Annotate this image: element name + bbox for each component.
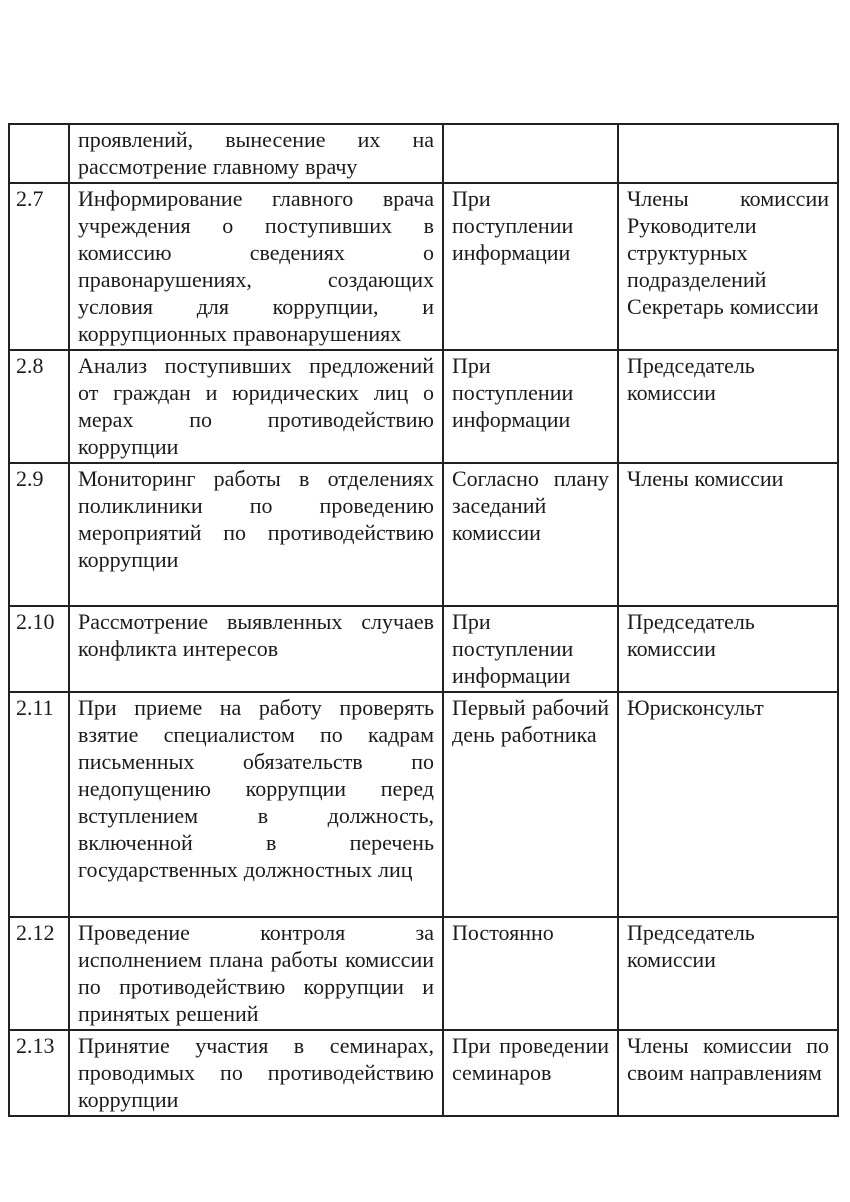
cell-responsible: Председатель комиссии bbox=[618, 917, 838, 1030]
cell-responsible: Члены комиссии по своим направлениям bbox=[618, 1030, 838, 1116]
cell-timing: Первый рабочий день работника bbox=[443, 692, 618, 917]
cell-activity: При приеме на работу проверять взятие специалистом по кадрам письменных обязательств по недопущению коррупции перед вступлением в должность, включенной в перечень государственных должностных лиц bbox=[69, 692, 443, 917]
cell-number bbox=[9, 124, 69, 183]
cell-activity: Принятие участия в семинарах, проводимых по противодействию коррупции bbox=[69, 1030, 443, 1116]
cell-number: 2.11 bbox=[9, 692, 69, 917]
anti-corruption-plan-table bbox=[8, 123, 839, 1117]
cell-number: 2.13 bbox=[9, 1030, 69, 1116]
table-row bbox=[9, 183, 838, 350]
cell-number: 2.12 bbox=[9, 917, 69, 1030]
cell-number: 2.10 bbox=[9, 606, 69, 692]
cell-responsible: Председатель комиссии bbox=[618, 350, 838, 463]
table-row bbox=[9, 692, 838, 917]
cell-responsible: Члены комиссии bbox=[618, 463, 838, 606]
cell-activity: Рассмотрение выявленных случаев конфликта интересов bbox=[69, 606, 443, 692]
cell-responsible bbox=[618, 124, 838, 183]
table-row bbox=[9, 350, 838, 463]
cell-timing: При поступлении информации bbox=[443, 183, 618, 350]
cell-number: 2.9 bbox=[9, 463, 69, 606]
cell-responsible: Члены комиссии Руководители структурных подразделений Секретарь комиссии bbox=[618, 183, 838, 350]
cell-responsible: Председатель комиссии bbox=[618, 606, 838, 692]
cell-activity: Проведение контроля за исполнением плана работы комиссии по противодействию коррупции и принятых решений bbox=[69, 917, 443, 1030]
table-row bbox=[9, 1030, 838, 1116]
table-row bbox=[9, 124, 838, 183]
table-row bbox=[9, 463, 838, 606]
cell-activity: проявлений, вынесение их на рассмотрение главному врачу bbox=[69, 124, 443, 183]
cell-activity: Анализ поступивших предложений от граждан и юридических лиц о мерах по противодействию коррупции bbox=[69, 350, 443, 463]
table-row bbox=[9, 917, 838, 1030]
cell-timing: При поступлении информации bbox=[443, 606, 618, 692]
cell-number: 2.8 bbox=[9, 350, 69, 463]
cell-timing: При поступлении информации bbox=[443, 350, 618, 463]
table-row bbox=[9, 606, 838, 692]
cell-timing: Согласно плану заседаний комиссии bbox=[443, 463, 618, 606]
cell-timing bbox=[443, 124, 618, 183]
cell-activity: Информирование главного врача учреждения о поступивших в комиссию сведениях о правонарушениях, создающих условия для коррупции, и коррупционных правонарушениях bbox=[69, 183, 443, 350]
cell-timing: Постоянно bbox=[443, 917, 618, 1030]
cell-timing: При проведении семинаров bbox=[443, 1030, 618, 1116]
cell-responsible: Юрисконсульт bbox=[618, 692, 838, 917]
cell-activity: Мониторинг работы в отделениях поликлиники по проведению мероприятий по противодействию коррупции bbox=[69, 463, 443, 606]
cell-number: 2.7 bbox=[9, 183, 69, 350]
